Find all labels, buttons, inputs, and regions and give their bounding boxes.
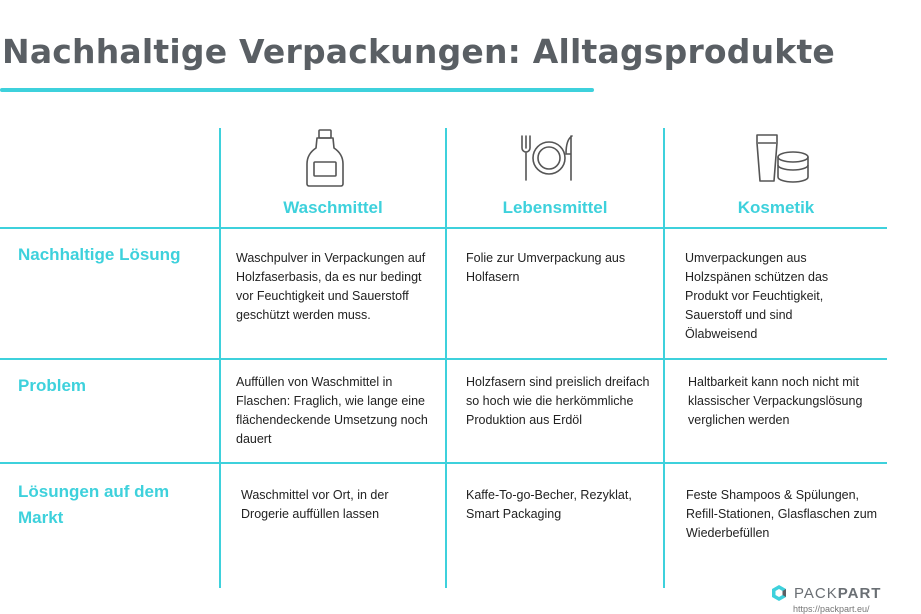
table-cell: Haltbarkeit kann noch nicht mit klassischer Verpackungslösung verglichen werden	[688, 375, 863, 427]
row-divider	[0, 462, 887, 464]
plate-cutlery-icon	[518, 134, 580, 182]
packpart-logo	[770, 584, 881, 602]
column-header-kosmetik: Kosmetik	[737, 198, 815, 217]
title-underline	[0, 88, 594, 92]
table-cell: Folie zur Umverpackung aus Holfasern	[466, 251, 626, 284]
table-cell: Holzfasern sind preislich dreifach so hoch wie die herkömmliche Produktion aus Erdöl	[466, 375, 650, 427]
row-header-nachhaltige-loesung: Nachhaltige Lösung	[18, 245, 181, 264]
detergent-bottle-icon	[305, 128, 345, 188]
row-header-loesungen-markt: Lösungen auf dem Markt	[18, 482, 170, 527]
logo-text-pack: PACK	[794, 584, 838, 602]
table-cell: Waschmittel vor Ort, in der Drogerie auffüllen lassen	[241, 488, 389, 521]
page-title: Nachhaltige Verpackungen: Alltagsprodukte	[2, 32, 836, 71]
table-cell: Waschpulver in Verpackungen auf Holzfaserbasis, da es nur bedingt vor Feuchtigkeit und Sauerstoff geschützt werden muss.	[236, 251, 426, 322]
website-url: https://packpart.eu/	[793, 604, 870, 614]
row-header-problem: Problem	[18, 376, 87, 395]
column-header-waschmittel: Waschmittel	[283, 198, 383, 217]
column-header-lebensmittel: Lebensmittel	[502, 198, 608, 217]
table-cell: Kaffe-To-go-Becher, Rezyklat, Smart Packaging	[466, 488, 632, 521]
table-cell: Umverpackungen aus Holzspänen schützen das Produkt vor Feuchtigkeit, Sauerstoff und sind Ölabweisend	[685, 251, 829, 341]
table-cell: Feste Shampoos & Spülungen, Refill-Stationen, Glasflaschen zum Wiederbefüllen	[686, 488, 878, 540]
packpart-logo-icon	[770, 584, 788, 602]
row-divider	[0, 358, 887, 360]
table-cell: Auffüllen von Waschmittel in Flaschen: Fraglich, wie lange eine flächendeckende Umsetzung noch dauert	[236, 375, 428, 446]
row-divider	[0, 227, 887, 229]
cosmetics-jar-icon	[755, 133, 811, 187]
logo-text-part: PART	[837, 584, 882, 602]
